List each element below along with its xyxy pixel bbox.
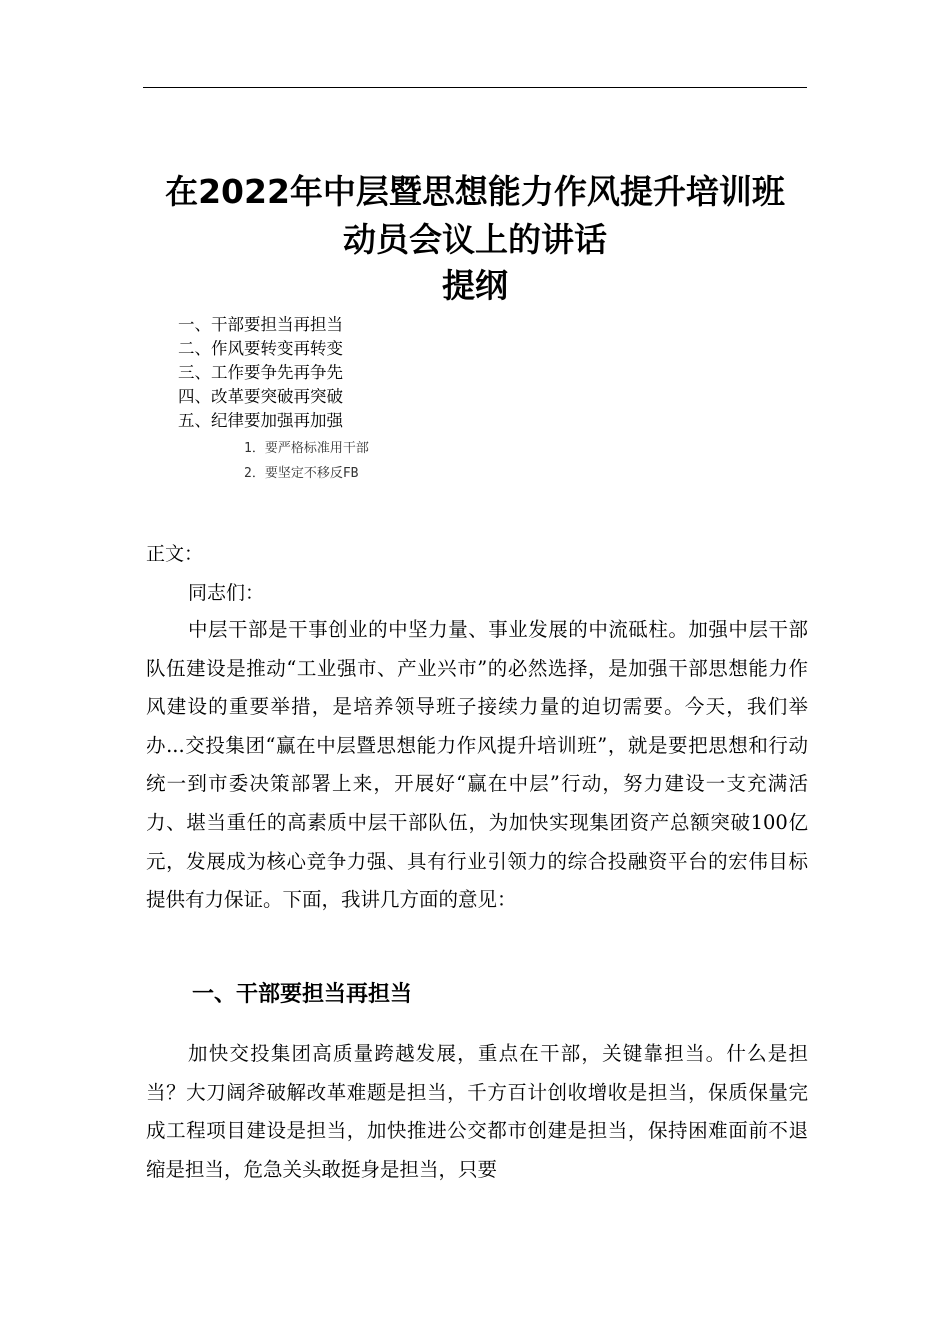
body-label: 正文： (146, 543, 204, 565)
outline-item: 二、作风要转变再转变 (178, 339, 343, 358)
greeting: 同志们： (188, 582, 265, 604)
sub-outline-item: 2．要坚定不移反FB (244, 466, 359, 481)
outline-item: 三、工作要争先再争先 (178, 363, 343, 382)
sub-outline-item: 1．要严格标准用干部 (244, 441, 369, 456)
intro-paragraph: 中层干部是干事创业的中坚力量、事业发展的中流砥柱。加强中层干部队伍建设是推动“工业强市、产业兴市”的必然选择，是加强干部思想能力作风建设的重要举措，是培养领导班子接续力量的迫切需要。今天，我们举办...交投集团“赢在中层暨思想能力作风提升培训班”，就是要把思想和行动统一到市委决策部署上来，开展好“赢在中层”行动，努力建设一支充满活力、堪当重任的高素质中层干部队伍，为加快实现集团资产总额突破100亿元，发展成为核心竞争力强、具有行业引领力的综合投融资平台的宏伟目标提供有力保证。下面，我讲几方面的意见： (146, 618, 808, 912)
title-line-3: 提纲 (442, 266, 508, 305)
outline-list (178, 313, 343, 433)
outline-item: 一、干部要担当再担当 (178, 315, 343, 334)
outline-item: 四、改革要突破再突破 (178, 387, 343, 406)
section-paragraph: 加快交投集团高质量跨越发展，重点在干部，关键靠担当。什么是担当？大刀阔斧破解改革难题是担当，千方百计创收增收是担当，保质保量完成工程项目建设是担当，加快推进公交都市创建是担当，保持困难面前不退缩是担当，危急关头敢挺身是担当，只要 (146, 1042, 808, 1181)
outline-item: 五、纪律要加强再加强 (178, 411, 343, 430)
sub-outline-list (244, 436, 369, 486)
section-heading: 一、干部要担当再担当 (192, 982, 413, 1007)
title-line-2: 动员会议上的讲话 (343, 220, 607, 259)
header-rule (143, 87, 807, 88)
title-line-1: 在2022年中层暨思想能力作风提升培训班 (165, 172, 785, 211)
